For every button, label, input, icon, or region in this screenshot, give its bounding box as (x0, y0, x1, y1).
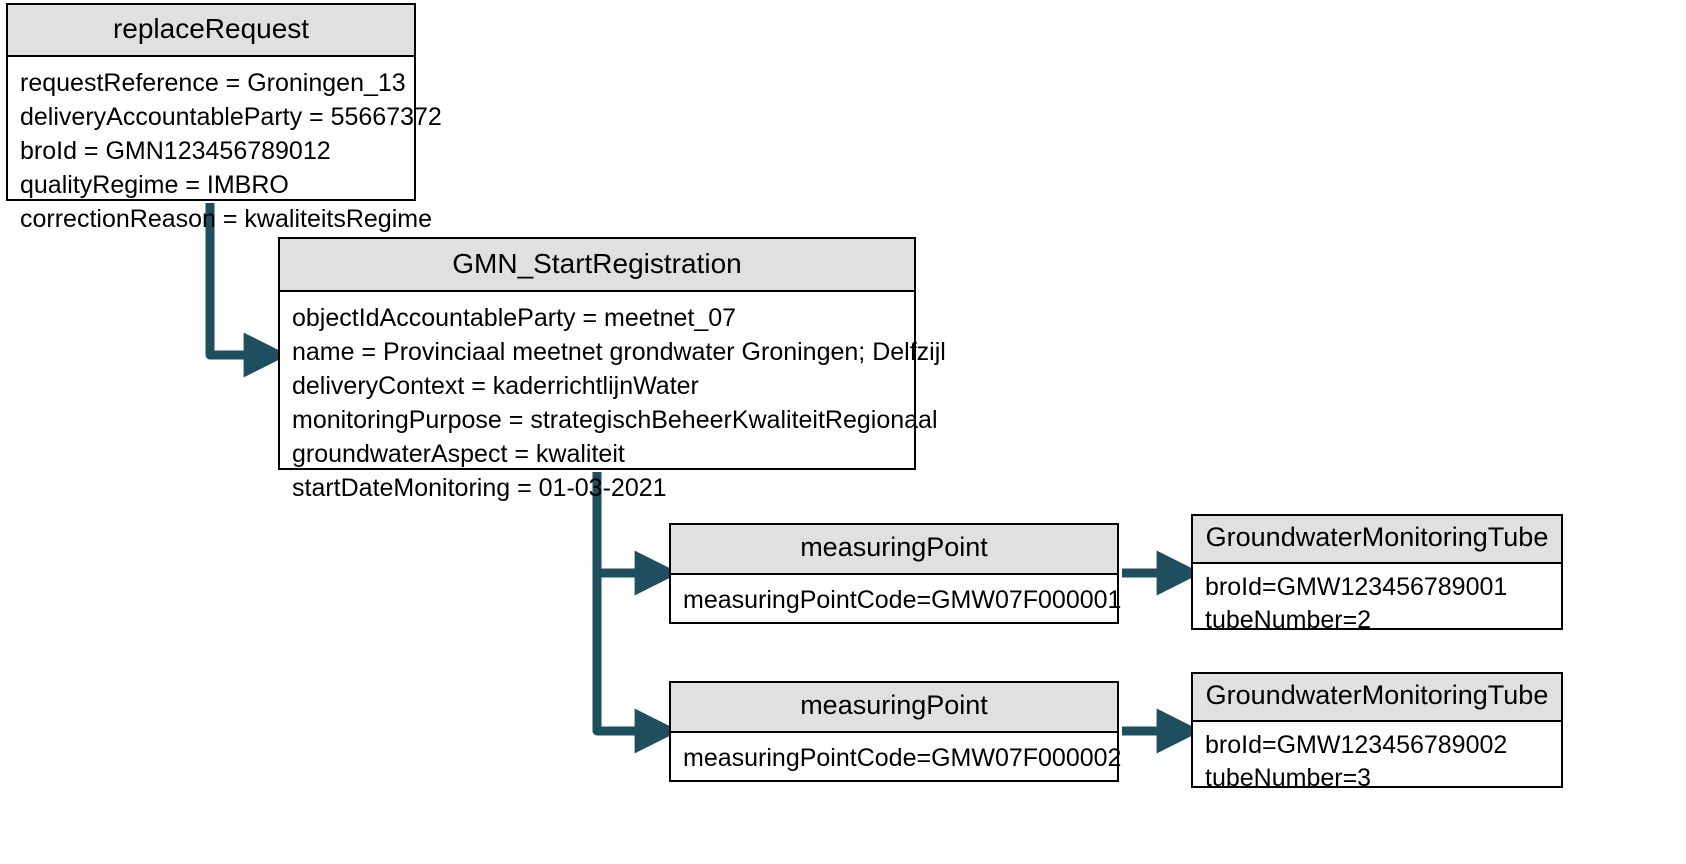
attribute-bro-id: broId = GMN123456789012 (20, 137, 331, 165)
attribute-measuring-point-code: measuringPointCode=GMW07F000001 (683, 585, 1122, 614)
node-replace-request-attributes (8, 57, 442, 246)
attribute-request-reference: requestReference = Groningen_13 (20, 69, 406, 97)
node-measuring-point-2-attributes (671, 733, 1122, 785)
attribute-quality-regime: qualityRegime = IMBRO (20, 171, 289, 199)
attribute-measuring-point-code: measuringPointCode=GMW07F000002 (683, 743, 1122, 772)
attribute-object-id-accountable-party: objectIdAccountableParty = meetnet_07 (292, 304, 737, 332)
attribute-bro-id: broId=GMW123456789001 (1205, 572, 1508, 601)
node-groundwater-monitoring-tube-2 (1191, 672, 1563, 792)
node-measuring-point-1 (669, 523, 1122, 624)
attribute-delivery-context: deliveryContext = kaderrichtlijnWater (292, 372, 699, 400)
node-groundwater-monitoring-tube-1 (1191, 514, 1563, 634)
node-gmn-start-registration-attributes (280, 292, 946, 515)
node-groundwater-monitoring-tube-2-title: GroundwaterMonitoringTube (1193, 674, 1561, 722)
node-replace-request-title: replaceRequest (8, 5, 414, 57)
attribute-tube-number: tubeNumber=3 (1205, 763, 1372, 792)
node-measuring-point-2 (669, 681, 1122, 782)
node-groundwater-monitoring-tube-2-attributes (1193, 722, 1561, 805)
attribute-delivery-accountable-party: deliveryAccountableParty = 55667372 (20, 103, 442, 131)
node-replace-request (6, 3, 442, 233)
node-groundwater-monitoring-tube-1-title: GroundwaterMonitoringTube (1193, 516, 1561, 564)
attribute-tube-number: tubeNumber=2 (1205, 605, 1372, 634)
attribute-monitoring-purpose: monitoringPurpose = strategischBeheerKwaliteitRegionaal (292, 406, 938, 434)
attribute-correction-reason: correctionReason = kwaliteitsRegime (20, 205, 432, 233)
attribute-bro-id: broId=GMW123456789002 (1205, 730, 1508, 759)
node-gmn-start-registration-title: GMN_StartRegistration (280, 239, 914, 292)
attribute-name: name = Provinciaal meetnet grondwater Groningen; Delfzijl (292, 338, 946, 366)
attribute-start-date-monitoring: startDateMonitoring = 01-03-2021 (292, 474, 667, 502)
node-measuring-point-1-attributes (671, 575, 1122, 627)
node-measuring-point-1-title: measuringPoint (671, 525, 1117, 575)
node-measuring-point-2-title: measuringPoint (671, 683, 1117, 733)
attribute-groundwater-aspect: groundwaterAspect = kwaliteit (292, 440, 625, 468)
node-groundwater-monitoring-tube-1-attributes (1193, 564, 1561, 647)
node-gmn-start-registration (278, 237, 946, 502)
